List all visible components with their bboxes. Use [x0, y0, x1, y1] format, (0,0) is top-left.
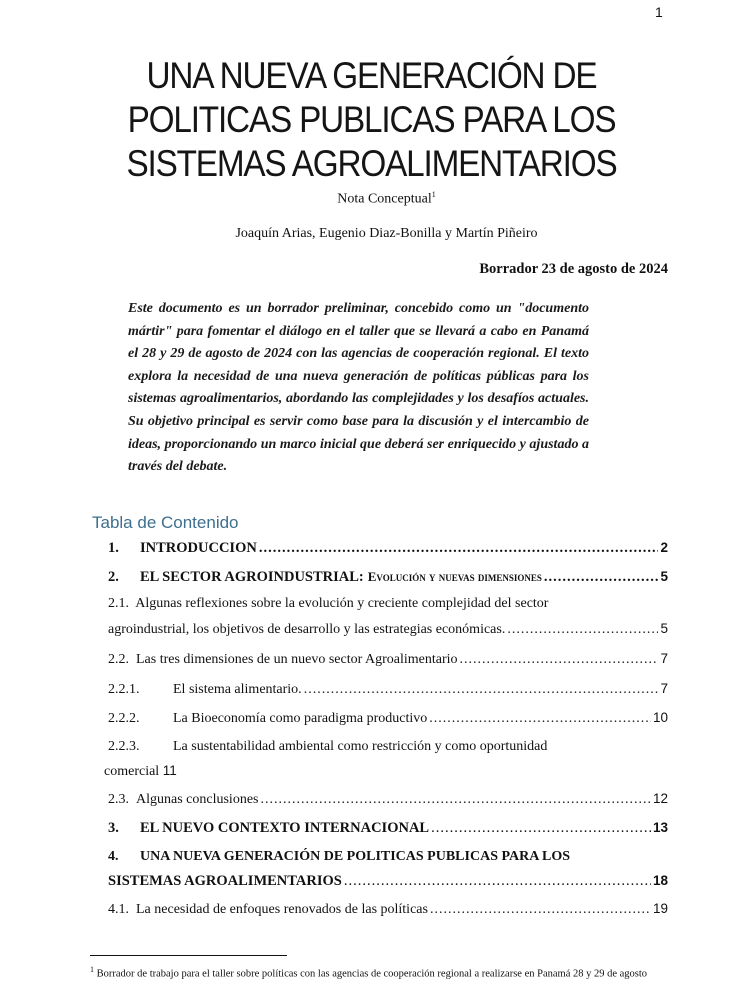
toc-num: 2.2. [108, 652, 129, 667]
toc-text-line2: agroindustrial, los objetivos de desarrollo y las estrategias económicas. [108, 622, 506, 637]
toc-item-3[interactable] [108, 820, 668, 837]
toc-num: 3. [108, 820, 119, 836]
footnote-ref[interactable]: 1 [431, 190, 436, 199]
toc-text-line2: SISTEMAS AGROALIMENTARIOS [108, 873, 342, 889]
toc-item-1[interactable] [108, 540, 668, 557]
subtitle [0, 190, 743, 208]
toc-text: Algunas conclusiones [136, 792, 259, 807]
toc-leader [507, 622, 658, 638]
toc-page: 13 [652, 820, 668, 835]
toc-item-2-2[interactable] [108, 651, 668, 668]
toc-num: 4.1. [108, 902, 129, 917]
toc-item-2-2-3[interactable] [108, 739, 547, 755]
toc-page: 18 [652, 873, 668, 888]
toc-text: Las tres dimensiones de un nuevo sector Agroalimentario [136, 652, 458, 667]
toc-text: Algunas reflexiones sobre la evolución y creciente complejidad del sector [135, 596, 549, 611]
footnote-divider [90, 955, 287, 956]
toc-text: La necesidad de enfoques renovados de las políticas [136, 902, 428, 917]
toc-page: 10 [652, 710, 668, 725]
toc-text: UNA NUEVA GENERACIÓN DE POLITICAS PUBLICAS PARA LOS [140, 849, 571, 864]
toc-num: 2.1. [108, 596, 129, 611]
toc-text-smallcaps: Evolución y nuevas dimensiones [367, 569, 542, 584]
toc-item-4-1[interactable] [108, 901, 668, 918]
toc-text: EL SECTOR AGROINDUSTRIAL: [140, 569, 364, 585]
toc-num: 2.2.1. [108, 682, 140, 697]
toc-page: 7 [660, 651, 668, 666]
toc-page: 7 [660, 681, 668, 696]
toc-text-line2: comercial [104, 764, 160, 779]
toc-num: 4. [108, 849, 119, 864]
authors: Joaquín Arias, Eugenio Diaz-Bonilla y Martín Piñeiro [235, 226, 538, 241]
toc-item-2-3[interactable] [108, 791, 668, 808]
toc-text: La Bioeconomía como paradigma productivo [173, 711, 428, 726]
title-line-1: UNA NUEVA GENERACIÓN DE [146, 55, 597, 96]
toc-page: 5 [660, 569, 668, 584]
toc-item-2[interactable] [108, 569, 668, 586]
toc-leader [460, 652, 659, 668]
page-number: 1 [655, 4, 663, 20]
toc-item-4-cont[interactable] [108, 873, 668, 890]
toc-item-2-2-3-cont[interactable] [104, 763, 177, 780]
footnote-mark: 1 [90, 965, 94, 974]
footnote [90, 962, 670, 982]
toc-text: EL NUEVO CONTEXTO INTERNACIONAL [140, 820, 430, 836]
toc-item-4[interactable] [108, 849, 570, 865]
toc-leader [431, 820, 651, 837]
toc-num: 1. [108, 540, 119, 556]
toc-num: 2.2.3. [108, 739, 140, 754]
toc-item-2-1-cont[interactable] [108, 621, 668, 638]
toc-leader [430, 902, 651, 918]
subtitle-text: Nota Conceptual [337, 191, 432, 207]
document-title [0, 55, 743, 185]
toc-leader [544, 569, 659, 586]
toc-text: El sistema alimentario. [173, 682, 302, 697]
toc-leader [259, 540, 659, 557]
toc-num: 2.3. [108, 792, 129, 807]
toc-num: 2. [108, 569, 119, 585]
title-line-2: POLITICAS PUBLICAS PARA LOS [127, 99, 616, 140]
toc-leader [304, 682, 659, 698]
toc-page: 19 [652, 901, 668, 916]
toc-heading: Tabla de Contenido [92, 513, 239, 532]
draft-date: Borrador 23 de agosto de 2024 [479, 261, 668, 277]
toc-page: 12 [652, 791, 668, 806]
toc-leader [344, 873, 651, 890]
toc-item-2-2-2[interactable] [108, 710, 668, 727]
toc-page: 5 [660, 621, 668, 636]
toc-text: La sustentabilidad ambiental como restricción y como oportunidad [173, 739, 548, 754]
abstract: Este documento es un borrador preliminar, concebido como un "documento mártir" para fomentar el diálogo en el taller que se llevará a cabo en Panamá el 28 y 29 de agosto de 2024 con las agencias de cooperación regional. El texto explora la necesidad de una nueva generación de políticas públicas para los sistemas agroalimentarios, abordando las complejidades y los desafíos actuales. Su objetivo principal es servir como base para la discusión y el intercambio de ideas, proporcionando un marco inicial que deberá ser enriquecido y ajustado a través del debate. [128, 301, 589, 475]
toc-page: 11 [162, 763, 177, 778]
toc-item-2-1[interactable] [108, 596, 548, 612]
toc-item-2-2-1[interactable] [108, 681, 668, 698]
toc-leader [429, 711, 651, 727]
footnote-text: Borrador de trabajo para el taller sobre políticas con las agencias de cooperación regional a realizarse en Panamá 28 y 29 de agosto [96, 968, 648, 980]
toc-num: 2.2.2. [108, 711, 140, 726]
title-line-3: SISTEMAS AGROALIMENTARIOS [126, 143, 617, 184]
toc-page: 2 [660, 540, 668, 555]
toc-leader [260, 792, 650, 808]
toc-text: INTRODUCCION [140, 540, 257, 556]
